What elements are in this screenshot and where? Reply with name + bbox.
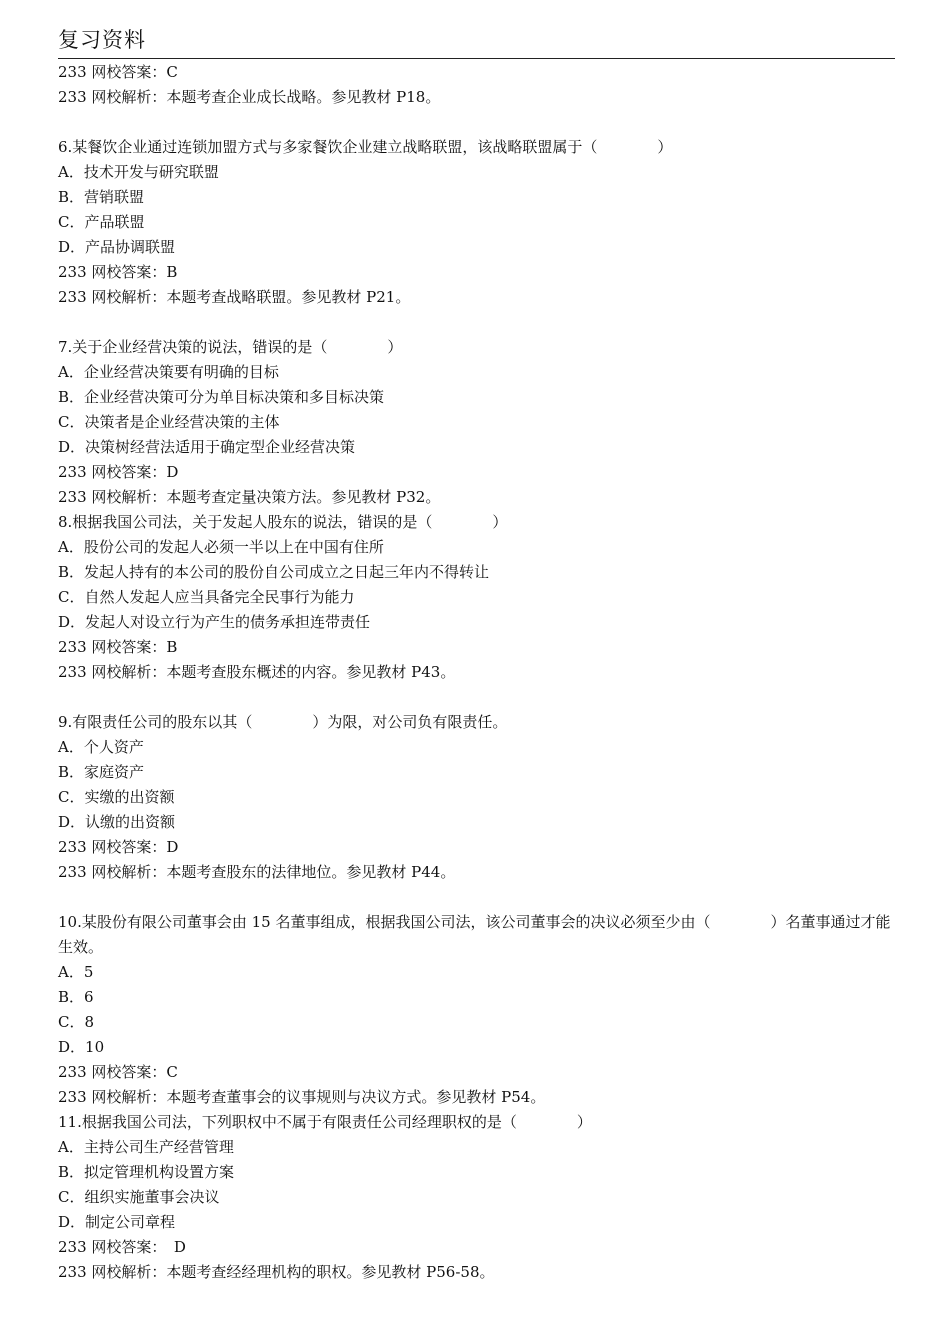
- question-stem: 10.某股份有限公司董事会由 15 名董事组成，根据我国公司法，该公司董事会的决议必须至少由（ ）名董事通过才能生效。: [58, 913, 891, 956]
- answer-key: 233 网校答案：B: [58, 638, 178, 656]
- answer-option: B．营销联盟: [58, 188, 145, 206]
- answer-explanation: 233 网校解析：本题考查定量决策方法。参见教材 P32。: [58, 488, 441, 506]
- answer-option: D．发起人对设立行为产生的债务承担连带责任: [58, 613, 371, 631]
- answer-option: A．企业经营决策要有明确的目标: [58, 363, 279, 381]
- answer-key: 233 网校答案：C: [58, 1063, 178, 1081]
- answer-key: 233 网校答案： D: [58, 1238, 186, 1256]
- answer-option: B．企业经营决策可分为单目标决策和多目标决策: [58, 388, 385, 406]
- answer-option: B．拟定管理机构设置方案: [58, 1163, 235, 1181]
- answer-option: A．5: [58, 963, 94, 981]
- answer-option: C．组织实施董事会决议: [58, 1188, 220, 1206]
- page-title: 复习资料: [58, 28, 146, 52]
- answer-option: B．发起人持有的本公司的股份自公司成立之日起三年内不得转让: [58, 563, 490, 581]
- answer-explanation: 233 网校解析：本题考查董事会的议事规则与决议方式。参见教材 P54。: [58, 1088, 546, 1106]
- answer-option: C．实缴的出资额: [58, 788, 175, 806]
- document-body: [58, 60, 895, 1285]
- answer-option: A．主持公司生产经营管理: [58, 1138, 234, 1156]
- answer-explanation: 233 网校解析：本题考查股东的法律地位。参见教材 P44。: [58, 863, 456, 881]
- answer-option: A．个人资产: [58, 738, 144, 756]
- answer-option: A．股份公司的发起人必须一半以上在中国有住所: [58, 538, 384, 556]
- question-stem: 8.根据我国公司法，关于发起人股东的说法，错误的是（ ）: [58, 513, 508, 531]
- answer-option: D．制定公司章程: [58, 1213, 176, 1231]
- blank-line: [58, 310, 895, 335]
- answer-option: D．产品协调联盟: [58, 238, 176, 256]
- answer-option: A．技术开发与研究联盟: [58, 163, 219, 181]
- blank-line: [58, 110, 895, 135]
- answer-key: 233 网校答案：C: [58, 63, 178, 81]
- answer-explanation: 233 网校解析：本题考查企业成长战略。参见教材 P18。: [58, 88, 441, 106]
- answer-key: 233 网校答案：D: [58, 463, 179, 481]
- question-stem: 11.根据我国公司法，下列职权中不属于有限责任公司经理职权的是（ ）: [58, 1113, 592, 1131]
- page-header: [58, 22, 895, 59]
- answer-option: B．6: [58, 988, 94, 1006]
- answer-option: C．8: [58, 1013, 95, 1031]
- answer-option: C．决策者是企业经营决策的主体: [58, 413, 280, 431]
- blank-line: [58, 685, 895, 710]
- answer-option: D．10: [58, 1038, 105, 1056]
- answer-option: B．家庭资产: [58, 763, 145, 781]
- answer-explanation: 233 网校解析：本题考查股东概述的内容。参见教材 P43。: [58, 663, 456, 681]
- answer-explanation: 233 网校解析：本题考查战略联盟。参见教材 P21。: [58, 288, 411, 306]
- answer-key: 233 网校答案：B: [58, 263, 178, 281]
- answer-option: C．产品联盟: [58, 213, 145, 231]
- answer-key: 233 网校答案：D: [58, 838, 179, 856]
- answer-option: D．认缴的出资额: [58, 813, 176, 831]
- question-stem: 6.某餐饮企业通过连锁加盟方式与多家餐饮企业建立战略联盟，该战略联盟属于（ ）: [58, 138, 673, 156]
- question-stem: 9.有限责任公司的股东以其（ ）为限，对公司负有限责任。: [58, 713, 508, 731]
- answer-option: D．决策树经营法适用于确定型企业经营决策: [58, 438, 356, 456]
- question-stem: 7.关于企业经营决策的说法，错误的是（ ）: [58, 338, 403, 356]
- blank-line: [58, 885, 895, 910]
- answer-option: C．自然人发起人应当具备完全民事行为能力: [58, 588, 355, 606]
- answer-explanation: 233 网校解析：本题考查经经理机构的职权。参见教材 P56-58。: [58, 1263, 495, 1281]
